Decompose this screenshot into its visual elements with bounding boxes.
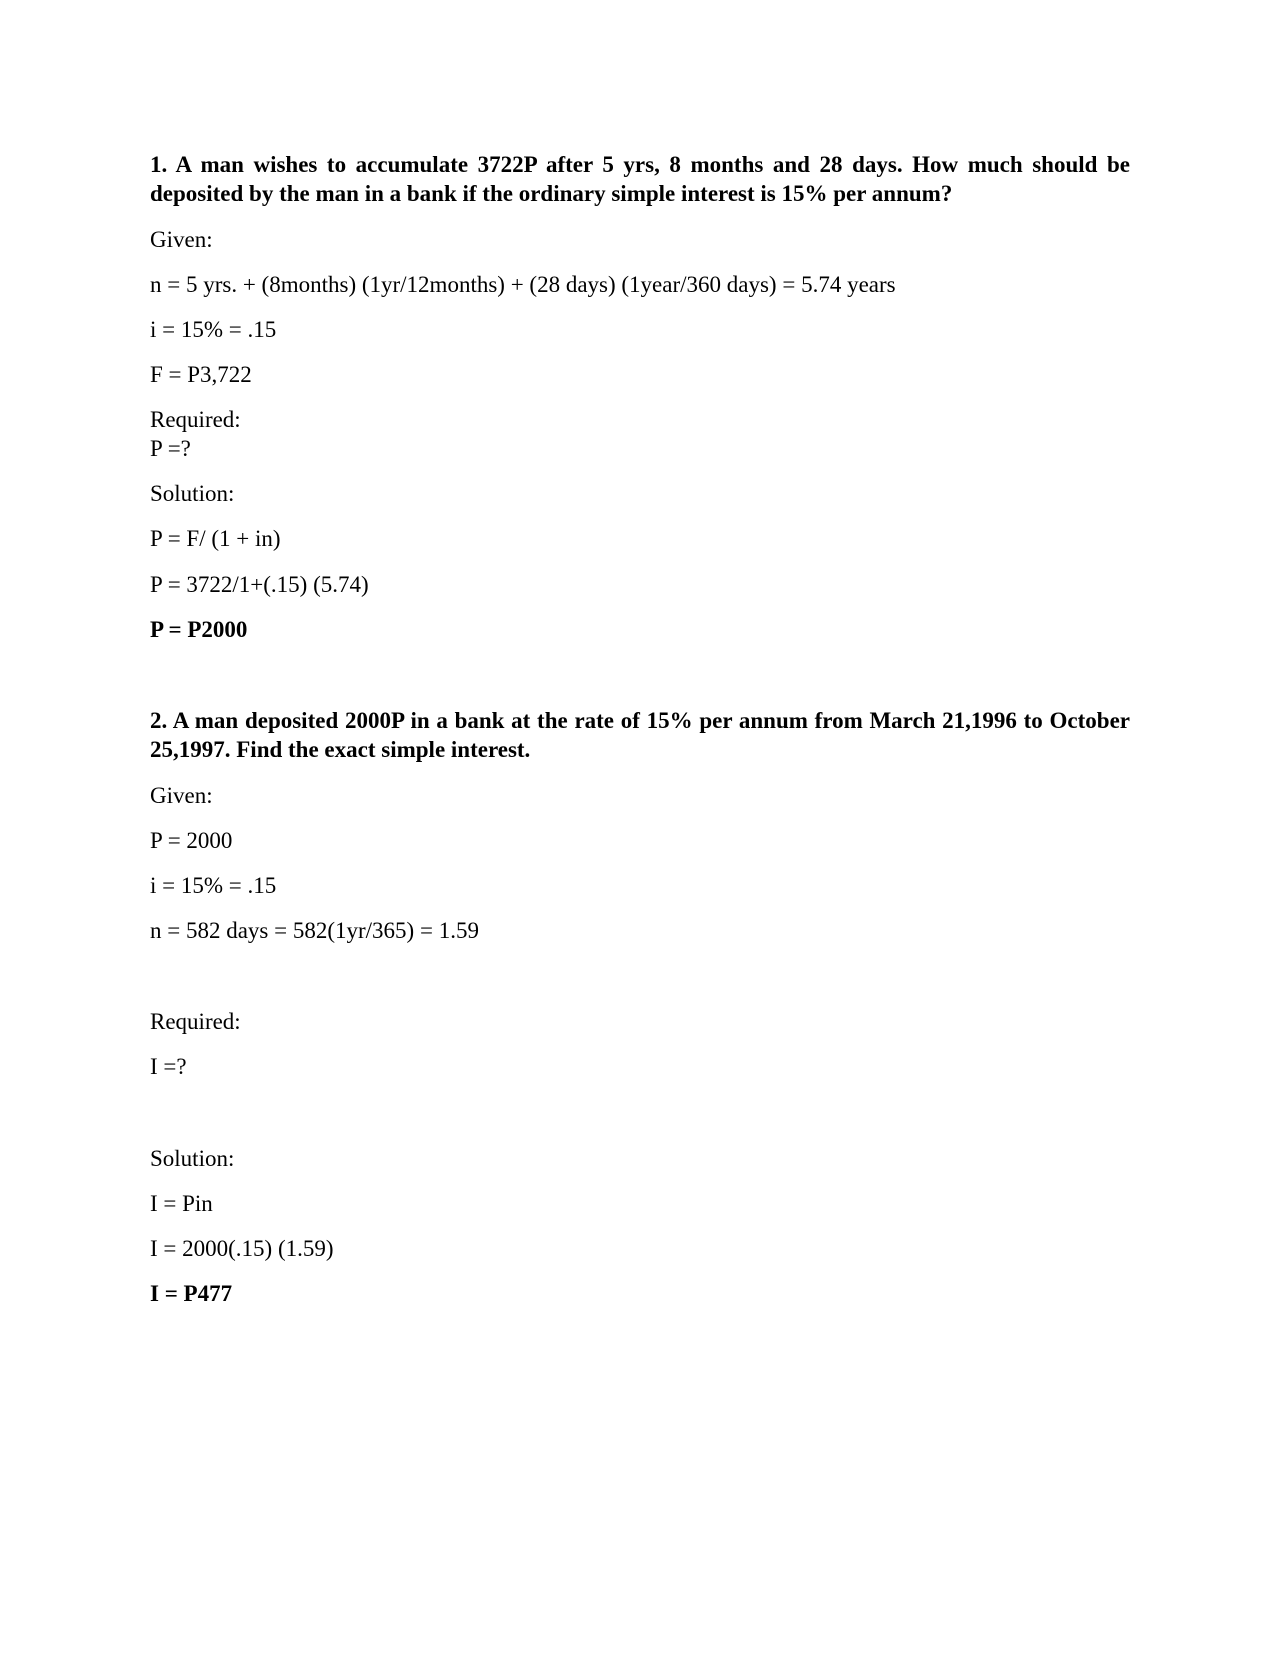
problem-2-solution-substitution: I = 2000(.15) (1.59) <box>150 1236 334 1261</box>
problem-2-given-label: Given: <box>150 783 213 808</box>
problem-2-question: 2. A man deposited 2000P in a bank at the rate of 15% per annum from March 21,1996 to October 25,1997. Find the exact simple interest. <box>150 708 1130 762</box>
problem-1-solution-label: Solution: <box>150 481 235 506</box>
problem-2-required: I =? <box>150 1054 187 1079</box>
problem-1-given-n: n = 5 yrs. + (8months) (1yr/12months) + (28 days) (1year/360 days) = 5.74 years <box>150 272 896 297</box>
problem-1-given-f: F = P3,722 <box>150 362 252 387</box>
problem-2-given-i: i = 15% = .15 <box>150 873 277 898</box>
problem-1-given-i: i = 15% = .15 <box>150 317 277 342</box>
problem-1-required: P =? <box>150 436 191 461</box>
problem-2-solution-formula: I = Pin <box>150 1191 213 1216</box>
problem-2-required-label: Required: <box>150 1009 241 1034</box>
problem-1-solution-substitution: P = 3722/1+(.15) (5.74) <box>150 572 369 597</box>
problem-1-solution-formula: P = F/ (1 + in) <box>150 526 281 551</box>
problem-2-solution-label: Solution: <box>150 1146 235 1171</box>
problem-1-question: 1. A man wishes to accumulate 3722P after 5 yrs, 8 months and 28 days. How much should be deposited by the man in a bank if the ordinary simple interest is 15% per annum? <box>150 152 1130 206</box>
problem-1-given-label: Given: <box>150 227 213 252</box>
problem-1-required-label: Required: <box>150 407 241 432</box>
problem-1-answer: P = P2000 <box>150 617 248 642</box>
problem-2-given-n: n = 582 days = 582(1yr/365) = 1.59 <box>150 918 479 943</box>
problem-2-answer: I = P477 <box>150 1281 233 1306</box>
problem-2-given-p: P = 2000 <box>150 828 233 853</box>
